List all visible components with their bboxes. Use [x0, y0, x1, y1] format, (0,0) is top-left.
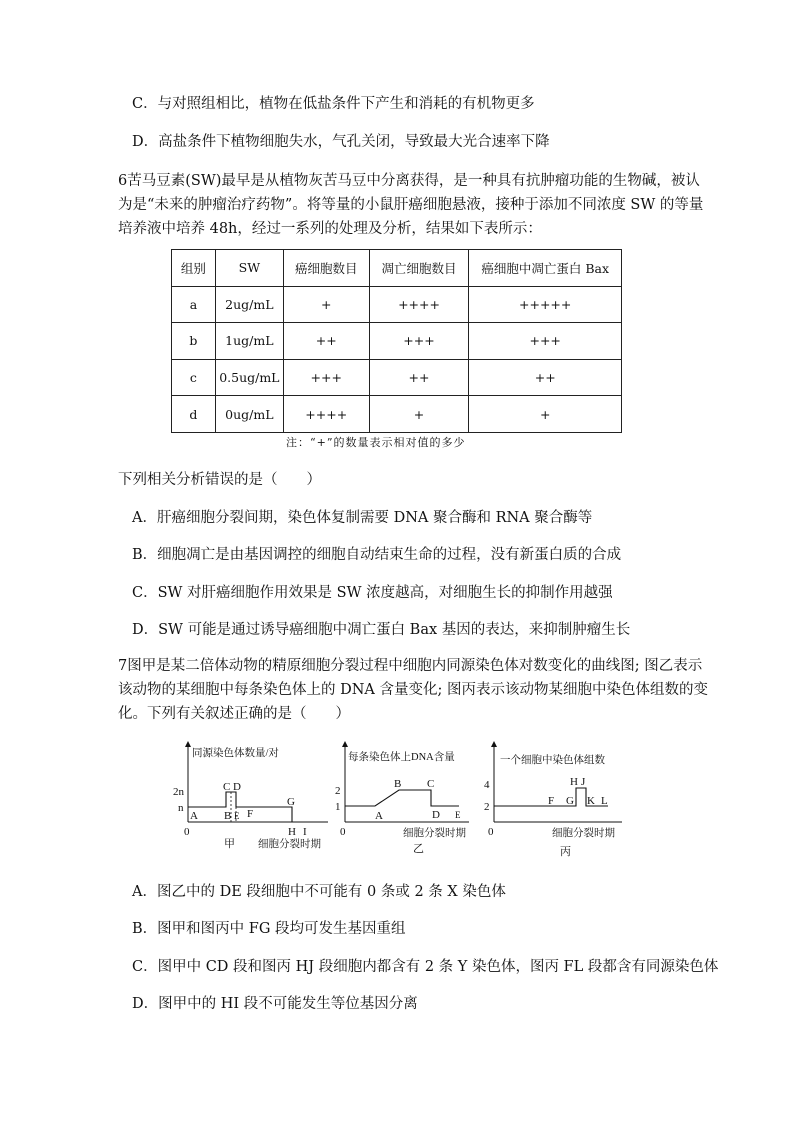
table-header: 癌细胞中凋亡蛋白 Bax [469, 250, 622, 287]
table-cell: a [172, 286, 216, 323]
table-cell: d [172, 396, 216, 433]
q6-option-a: A．肝癌细胞分裂间期，染色体复制需要 DNA 聚合酶和 RNA 聚合酶等 [132, 510, 593, 526]
table-header-row [172, 250, 622, 287]
table-header: 癌细胞数目 [283, 250, 369, 287]
q7-option-b: B．图甲和图丙中 FG 段均可发生基因重组 [132, 921, 406, 937]
point-e: E [455, 810, 461, 820]
q7-option-d: D．图甲中的 HI 段不可能发生等位基因分离 [132, 996, 418, 1012]
point-k: K [587, 795, 595, 807]
origin: 0 [184, 826, 190, 838]
table-header: SW [215, 250, 283, 287]
q7-option-a: A．图乙中的 DE 段细胞中不可能有 0 条或 2 条 X 染色体 [132, 884, 506, 900]
y-axis-label: 一个细胞中染色体组数 [500, 755, 605, 766]
point-d: D [432, 809, 440, 821]
tick-2: 2 [484, 801, 490, 813]
q7-stem-line3: 化。下列有关叙述正确的是（ ） [118, 706, 350, 722]
table-row [172, 323, 622, 360]
table-row [172, 359, 622, 396]
table-cell: + [369, 396, 469, 433]
table-note: 注：“+”的数量表示相对值的多少 [286, 436, 466, 449]
point-f: F [548, 795, 555, 807]
q6-option-d: D．SW 可能是通过诱导癌细胞中凋亡蛋白 Bax 基因的表达，来抑制肿瘤生长 [132, 622, 631, 638]
point-h: H [570, 776, 578, 788]
y-axis-label: 同源染色体数量/对 [192, 748, 279, 759]
q5-option-d: D．高盐条件下植物细胞失水，气孔关闭，导致最大光合速率下降 [132, 134, 550, 150]
table-cell: + [469, 396, 622, 433]
table-cell: c [172, 359, 216, 396]
table-row [172, 396, 622, 433]
point-b: B [394, 778, 402, 790]
table-cell: + [283, 286, 369, 323]
tick-1: 1 [335, 801, 341, 813]
q7-stem-line2: 该动物的某细胞中每条染色体上的 DNA 含量变化; 图丙表示该动物某细胞中染色体组数的变 [118, 682, 708, 698]
q6-question: 下列相关分析错误的是（ ） [118, 472, 321, 488]
table-header: 组别 [172, 250, 216, 287]
x-axis-label: 细胞分裂时期 [403, 828, 466, 839]
table-row [172, 286, 622, 323]
q5-option-c: C．与对照组相比，植物在低盐条件下产生和消耗的有机物更多 [132, 96, 535, 112]
point-c: C [223, 781, 231, 793]
table-cell: ++ [369, 359, 469, 396]
table-cell: ++ [283, 323, 369, 360]
tick-2n: 2n [173, 786, 184, 798]
point-f: F [247, 808, 254, 820]
table-cell: b [172, 323, 216, 360]
table-cell: 1ug/mL [215, 323, 283, 360]
table-cell: ++ [469, 359, 622, 396]
sw-results-table [171, 249, 622, 433]
tick-n: n [178, 802, 184, 814]
point-a: A [190, 810, 198, 822]
table-cell: ++++ [369, 286, 469, 323]
point-i: I [303, 826, 307, 838]
figure-name: 丙 [560, 846, 571, 858]
table-header: 凋亡细胞数目 [369, 250, 469, 287]
x-axis-label: 细胞分裂时期 [258, 839, 321, 850]
point-a: A [375, 810, 383, 822]
x-axis-label: 细胞分裂时期 [552, 828, 615, 839]
point-h: H [288, 826, 296, 838]
q6-stem-line3: 培养液中培养 48h，经过一系列的处理及分析，结果如下表所示： [118, 221, 542, 237]
y-axis-label: 每条染色体上DNA含量 [348, 752, 455, 763]
point-j: J [581, 776, 586, 788]
point-g: G [566, 795, 574, 807]
q7-stem-line1: 7图甲是某二倍体动物的精原细胞分裂过程中细胞内同源染色体对数变化的曲线图; 图乙表示 [118, 658, 703, 674]
figure-name: 乙 [413, 843, 424, 855]
q6-option-c: C．SW 对肝癌细胞作用效果是 SW 浓度越高，对细胞生长的抑制作用越强 [132, 585, 613, 601]
figure-yi [327, 738, 482, 860]
table-cell: ++++ [283, 396, 369, 433]
origin: 0 [488, 826, 494, 838]
point-b: B [224, 810, 232, 822]
table-cell: 0ug/mL [215, 396, 283, 433]
yi-curve [345, 790, 459, 806]
tick-2: 2 [335, 785, 341, 797]
jia-curve [188, 792, 292, 822]
table-cell: +++ [283, 359, 369, 396]
point-e: E [234, 811, 240, 821]
point-c: C [427, 778, 435, 790]
point-l: L [601, 795, 608, 807]
point-d: D [233, 781, 241, 793]
q7-option-c: C．图甲中 CD 段和图丙 HJ 段细胞内都含有 2 条 Y 染色体，图丙 FL 段都含有同源染色体 [132, 959, 719, 975]
table-cell: 2ug/mL [215, 286, 283, 323]
table-cell: +++++ [469, 286, 622, 323]
origin: 0 [340, 826, 346, 838]
tick-4: 4 [484, 779, 490, 791]
q6-stem-line1: 6苦马豆素(SW)最早是从植物灰苦马豆中分离获得，是一种具有抗肿瘤功能的生物碱，被认 [118, 173, 700, 189]
point-g: G [287, 796, 295, 808]
table-cell: +++ [369, 323, 469, 360]
q6-option-b: B．细胞凋亡是由基因调控的细胞自动结束生命的过程，没有新蛋白质的合成 [132, 547, 622, 563]
figure-name: 甲 [224, 838, 235, 850]
figure-jia [170, 738, 335, 856]
table-cell: 0.5ug/mL [215, 359, 283, 396]
table-cell: +++ [469, 323, 622, 360]
figure-bing [474, 738, 634, 862]
q6-stem-line2: 为是“未来的肿瘤治疗药物”。将等量的小鼠肝癌细胞悬液，接种于添加不同浓度 SW 的等量 [118, 197, 704, 213]
